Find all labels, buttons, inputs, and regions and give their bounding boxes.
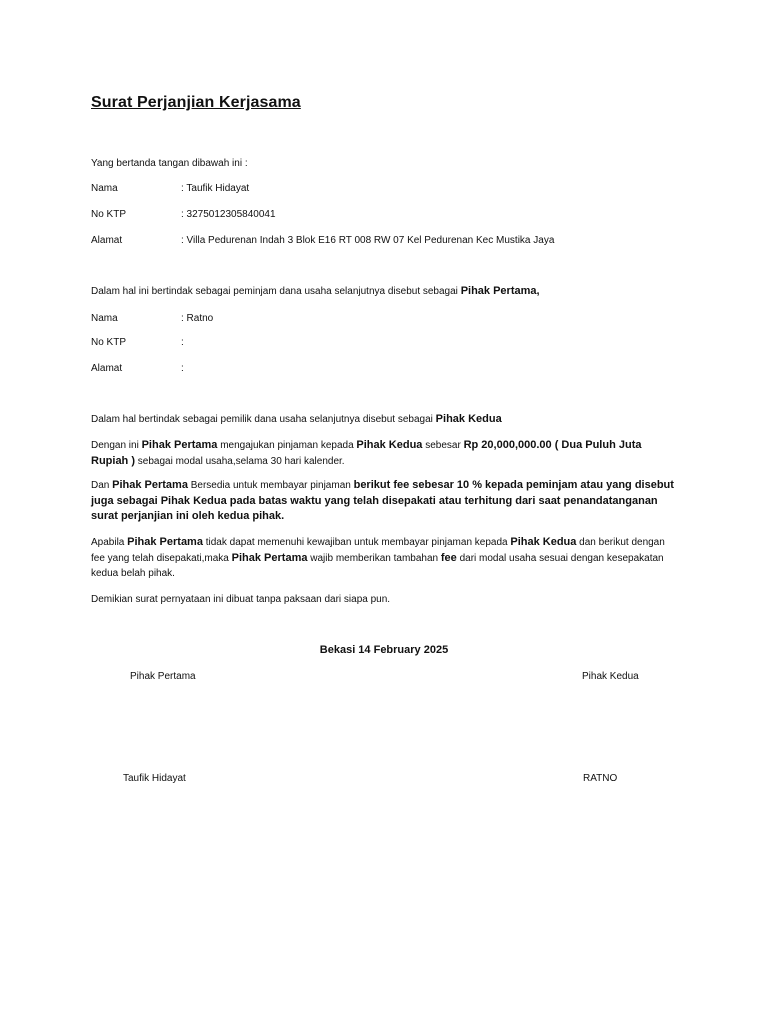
- default-text-1: Apabila: [91, 537, 128, 548]
- loan-text-2: mengajukan pinjaman kepada: [217, 440, 357, 451]
- document-title: Surat Perjanjian Kerjasama: [91, 94, 301, 111]
- party2-role-statement: [91, 413, 502, 425]
- party2-role-name: Pihak Kedua: [435, 413, 502, 425]
- party1-role-tail: ,: [536, 285, 540, 297]
- party1-role-text: Dalam hal ini bertindak sebagai peminjam dana usaha selanjutnya disebut sebagai: [91, 286, 461, 297]
- closing-statement: Demikian surat pernyataan ini dibuat tanpa paksaan dari siapa pun.: [91, 594, 391, 605]
- default-text-3: dan berikut dengan fee yang telah disepakati,maka: [91, 537, 665, 564]
- intro-text: Yang bertanda tangan dibawah ini :: [91, 158, 248, 169]
- party2-address-value: :: [181, 363, 184, 374]
- party1-ktp-label: No KTP: [91, 209, 127, 220]
- party1-ktp-value: : 3275012305840041: [181, 209, 276, 220]
- fee-paragraph: [91, 478, 681, 525]
- party1-role-statement: [91, 285, 540, 297]
- party2-name-label: Nama: [91, 313, 118, 324]
- loan-text-3: sebesar: [422, 440, 464, 451]
- default-text-2: tidak dapat memenuhi kewajiban untuk membayar pinjaman kepada: [202, 537, 511, 548]
- signature-left-role: Pihak Pertama: [130, 671, 196, 682]
- default-bold-3: Pihak Pertama: [231, 551, 308, 564]
- fee-text-2: Bersedia untuk membayar pinjaman: [187, 480, 354, 491]
- place-date: Bekasi 14 February 2025: [319, 644, 449, 656]
- fee-bold-2: berikut fee sebesar 10 % kepada peminjam atau yang disebut juga sebagai Pihak Kedua pada batas waktu yang telah disepakati atau terhitung dari saat penandatanganan surat perjanjian ini oleh kedua pihak.: [91, 479, 674, 522]
- signature-left-name: Taufik Hidayat: [123, 773, 186, 784]
- party2-ktp-value: :: [181, 337, 184, 348]
- loan-amount: Rp 20,000,000.00 ( Dua Puluh Juta Rupiah ): [91, 439, 642, 467]
- loan-paragraph: [91, 438, 681, 469]
- party1-address-value: : Villa Pedurenan Indah 3 Blok E16 RT 008 RW 07 Kel Pedurenan Kec Mustika Jaya: [181, 235, 555, 246]
- party2-address-label: Alamat: [91, 363, 123, 374]
- signature-right-name: RATNO: [583, 773, 618, 784]
- party2-name-value: : Ratno: [181, 313, 214, 324]
- default-bold-1: Pihak Pertama: [127, 536, 203, 548]
- party1-name-value: : Taufik Hidayat: [181, 183, 250, 194]
- default-text-4: wajib memberikan tambahan: [307, 552, 441, 564]
- party1-address-label: Alamat: [91, 235, 123, 246]
- fee-bold-1: Pihak Pertama: [112, 479, 188, 491]
- loan-bold-1: Pihak Pertama: [141, 439, 218, 451]
- loan-text-1: Dengan ini: [91, 440, 142, 451]
- default-paragraph: [91, 535, 681, 582]
- party2-role-text: Dalam hal bertindak sebagai pemilik dana usaha selanjutnya disebut sebagai: [91, 414, 436, 425]
- party2-ktp-label: No KTP: [91, 337, 127, 348]
- signature-right-role: Pihak Kedua: [582, 671, 639, 682]
- party1-name-label: Nama: [91, 183, 118, 194]
- party1-role-name: Pihak Pertama: [460, 285, 537, 297]
- default-bold-2: Pihak Kedua: [510, 536, 577, 548]
- loan-bold-2: Pihak Kedua: [356, 439, 423, 451]
- default-text-5: dari modal usaha sesuai dengan kesepakatan kedua belah pihak.: [91, 552, 664, 579]
- loan-text-4: sebagai modal usaha,selama 30 hari kalender.: [135, 455, 345, 467]
- fee-text-1: Dan: [91, 480, 113, 491]
- default-bold-4: fee: [440, 551, 457, 564]
